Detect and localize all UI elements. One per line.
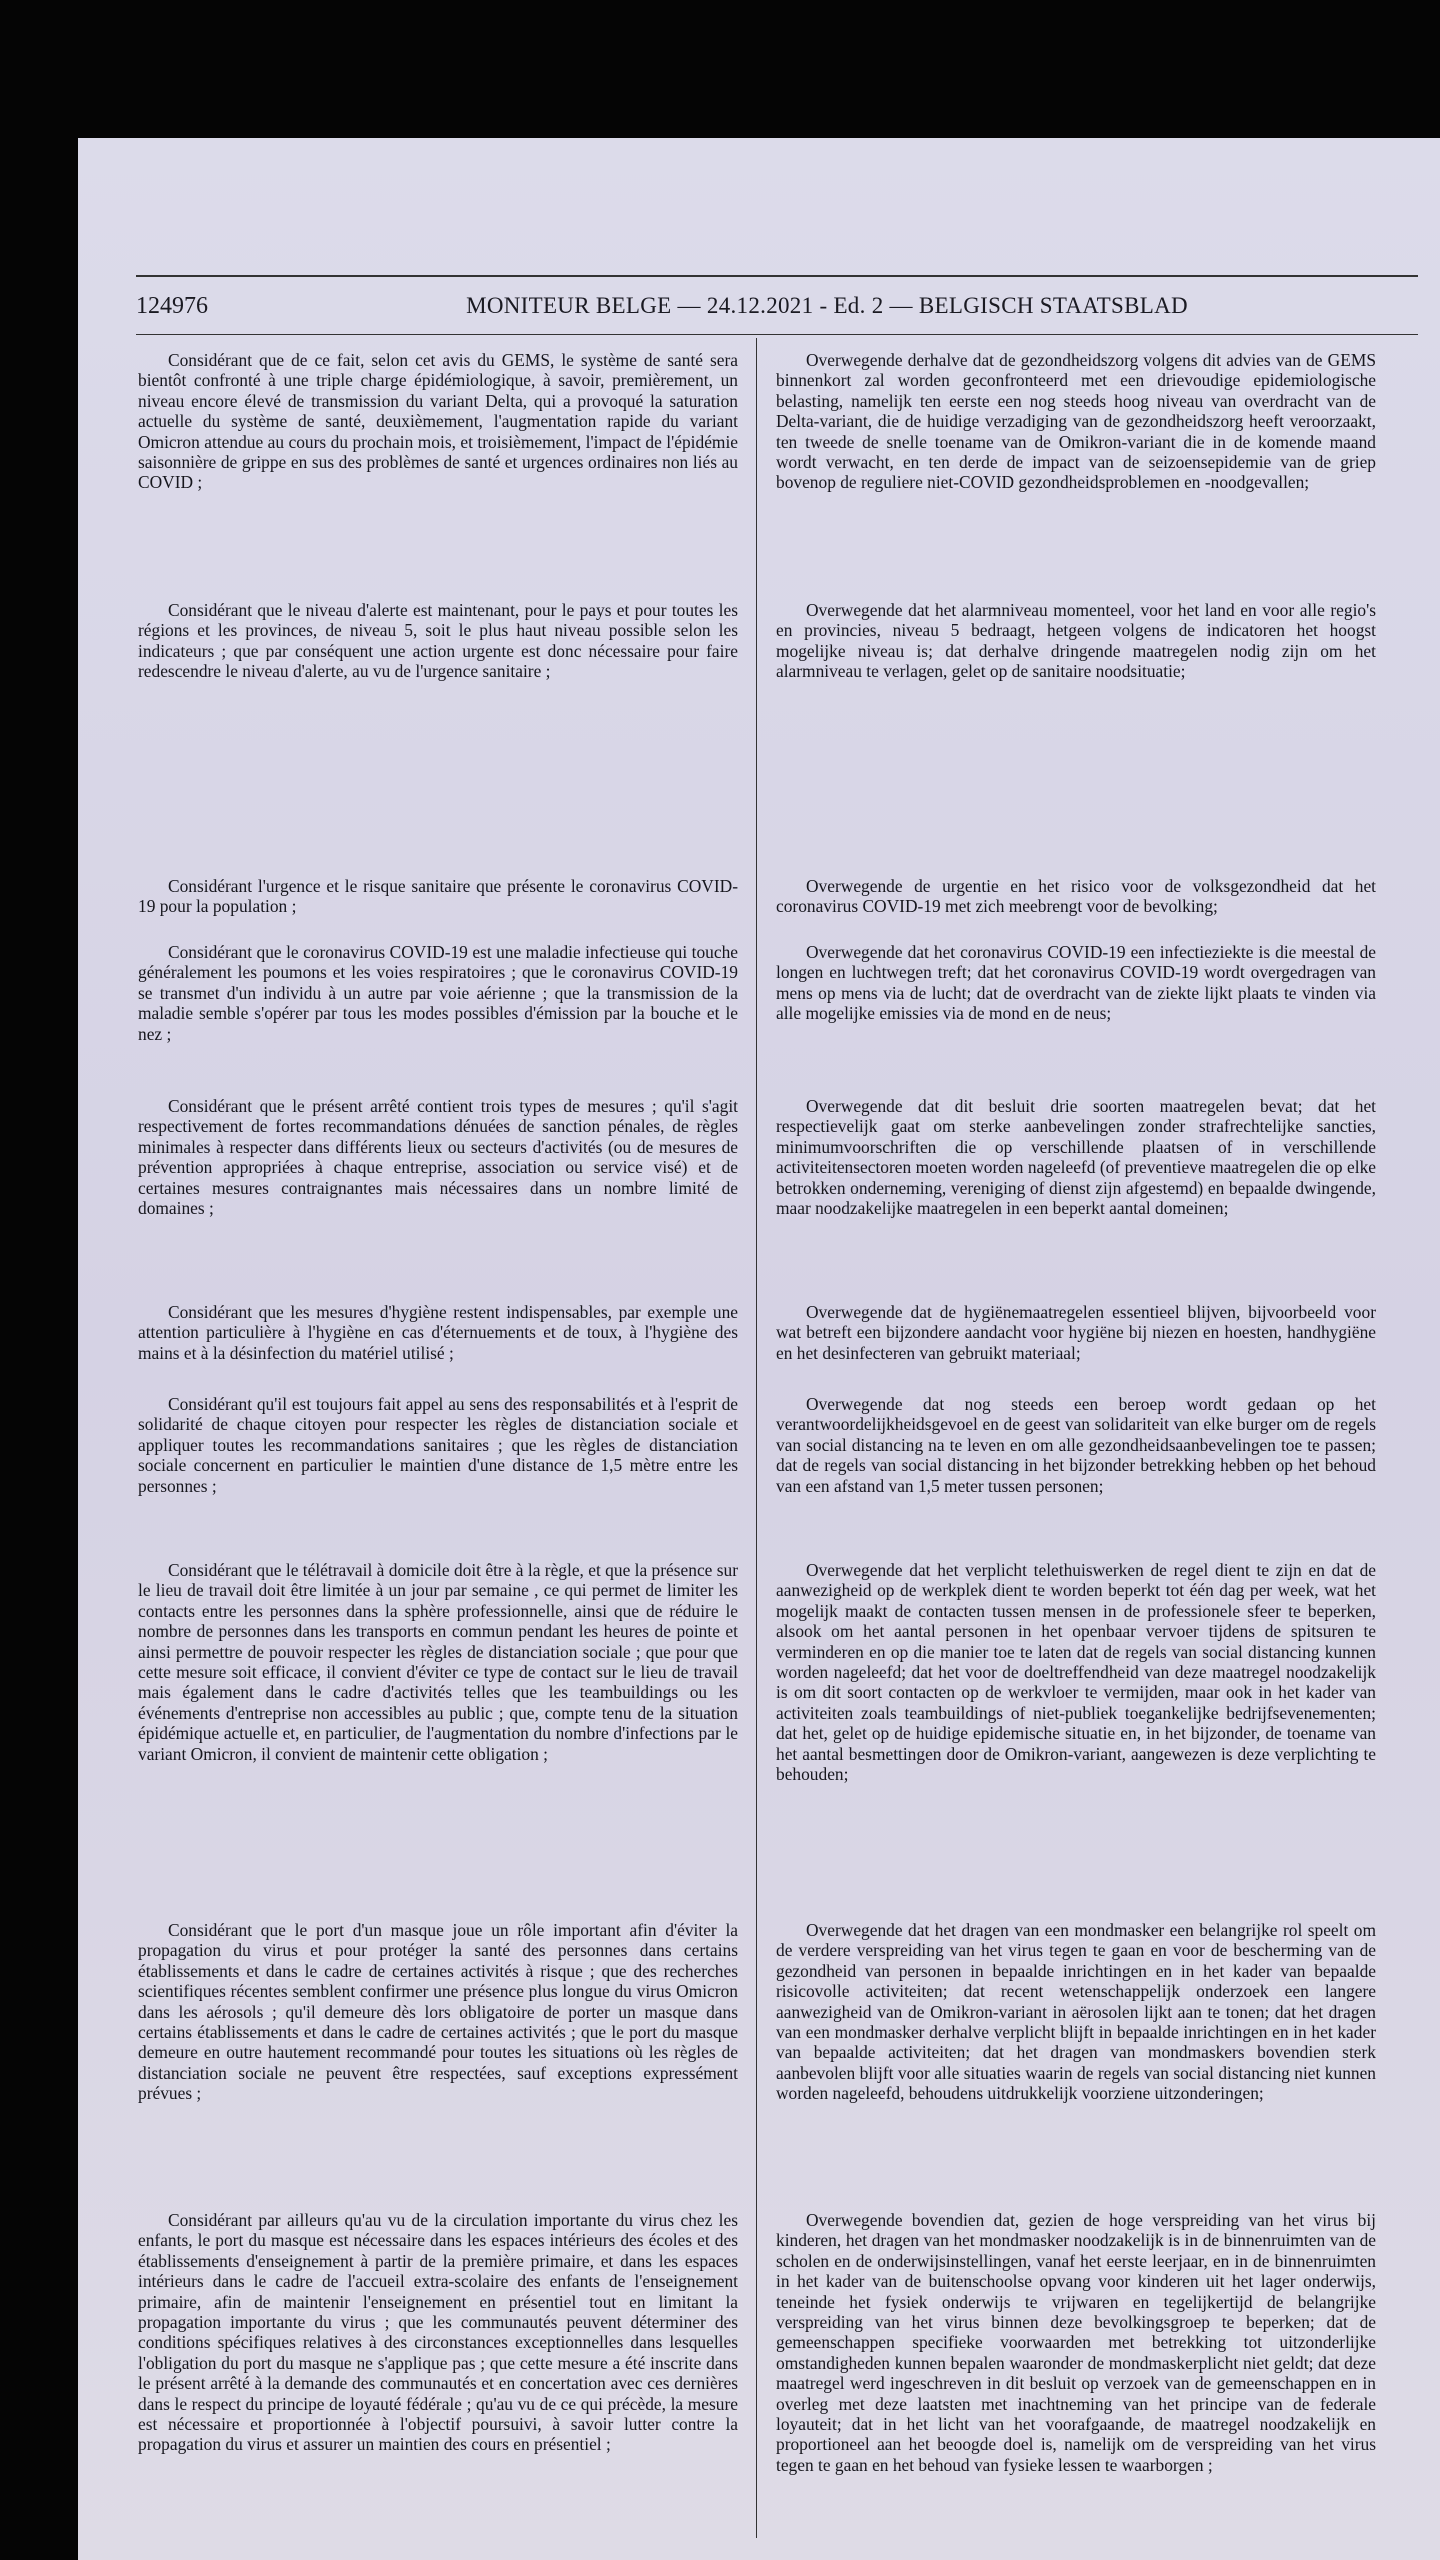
column-divider <box>756 338 757 2538</box>
paragraph-fr-3: Considérant l'urgence et le risque sanitaire que présente le coronavirus COVID-19 pour la population ; <box>138 876 738 917</box>
paragraph-nl-5: Overwegende dat dit besluit drie soorten maatregelen bevat; dat het respectievelijk gaat om sterke aanbevelingen zonder strafrechtelijke sancties, minimumvoorschriften die op verschillende plaatsen of in verschillende activiteitensectoren moeten worden nageleefd (of preventieve maatregelen die op elke betrokken onderneming, vereniging of dienst zijn afgestemd) en bepaalde dwingende, maar noodzakelijke maatregelen in een beperkt aantal domeinen; <box>776 1096 1376 1219</box>
journal-title: MONITEUR BELGE — 24.12.2021 - Ed. 2 — BELGISCH STAATSBLAD <box>466 293 1188 318</box>
paragraph-fr-10: Considérant par ailleurs qu'au vu de la circulation importante du virus chez les enfants, le port du masque est nécessaire dans les espaces intérieurs des écoles et des établissements d'enseignement à partir de la première primaire, et dans les espaces intérieurs dans le cadre de l'accueil extra-scolaire des enfants de l'enseignement primaire, afin de maintenir l'enseignement en présentiel tout en limitant la propagation importante du virus ; que les communautés peuvent déterminer des conditions spécifiques relatives à des circonstances exceptionnelles dans lesquelles l'obligation du port du masque ne s'applique pas ; que cette mesure a été inscrite dans le présent arrêté à la demande des communautés et en concertation avec ces dernières dans le respect du principe de loyauté fédérale ; qu'au vu de ce qui précède, la mesure est nécessaire et proportionnée à l'objectif poursuivi, à savoir lutter contre la propagation du virus et assurer un maintien des cours en présentiel ; <box>138 2210 738 2455</box>
paragraph-fr-5: Considérant que le présent arrêté contient trois types de mesures ; qu'il s'agit respectivement de fortes recommandations dénuées de sanction pénales, de règles minimales à respecter dans différents lieux ou secteurs d'activités (ou de mesures de prévention appropriées à chaque entreprise, association ou service visé) et de certaines mesures contraignantes mais nécessaires dans un nombre limité de domaines ; <box>138 1096 738 1219</box>
paragraph-nl-10: Overwegende bovendien dat, gezien de hoge verspreiding van het virus bij kinderen, het dragen van het mondmasker noodzakelijk is in de binnenruimten van de scholen en de onderwijsinstellingen, vanaf het eerste leerjaar, en in de binnenruimten in het kader van de buitenschoolse opvang voor kinderen uit het lager onderwijs, teneinde het fysiek onderwijs te vrijwaren en tegelijkertijd de belangrijke verspreiding van het virus binnen deze bevolkingsgroep te beperken; dat de gemeenschappen specifieke voorwaarden met betrekking tot uitzonderlijke omstandigheden kunnen bepalen waaronder de mondmaskerplicht niet geldt; dat deze maatregel werd ingeschreven in dit besluit op verzoek van de gemeenschappen en in overleg met deze laatsten met inachtneming van het principe van de federale loyauteit; dat in het licht van het voorafgaande, de maatregel noodzakelijk en proportioneel aan het beoogde doel is, namelijk om de verspreiding van het virus tegen te gaan en het behoud van fysieke lessen te waarborgen ; <box>776 2210 1376 2475</box>
paragraph-fr-4: Considérant que le coronavirus COVID-19 est une maladie infectieuse qui touche généralement les poumons et les voies respiratoires ; que le coronavirus COVID-19 se transmet d'un individu à un autre par voie aérienne ; que la transmission de la maladie semble s'opérer par tous les modes possibles d'émission par la bouche et le nez ; <box>138 942 738 1044</box>
paragraph-fr-2: Considérant que le niveau d'alerte est maintenant, pour le pays et pour toutes les régions et les provinces, de niveau 5, soit le plus haut niveau possible selon les indicateurs ; que par conséquent une action urgente est donc nécessaire pour faire redescendre le niveau d'alerte, au vu de l'urgence sanitaire ; <box>138 600 738 682</box>
paragraph-nl-4: Overwegende dat het coronavirus COVID-19 een infectieziekte is die meestal de longen en luchtwegen treft; dat het coronavirus COVID-19 wordt overgedragen van mens op mens via de lucht; dat de overdracht van de ziekte lijkt plaats te vinden via alle mogelijke emissies via de mond en de neus; <box>776 942 1376 1024</box>
header-rule-top <box>136 275 1418 277</box>
paragraph-fr-9: Considérant que le port d'un masque joue un rôle important afin d'éviter la propagation du virus et pour protéger la santé des personnes dans certains établissements et dans le cadre de certaines activités à risque ; que des recherches scientifiques récentes semblent confirmer une présence plus longue du virus Omicron dans les aérosols ; qu'il demeure dès lors obligatoire de porter un masque dans certains établissements et dans le cadre de certaines activités ; que le port du masque demeure en outre hautement recommandé pour toutes les situations où les règles de distanciation sociale ne peuvent être respectées, sauf exceptions expressément prévues ; <box>138 1920 738 2104</box>
paragraph-nl-9: Overwegende dat het dragen van een mondmasker een belangrijke rol speelt om de verdere verspreiding van het virus tegen te gaan en voor de bescherming van de gezondheid van personen in bepaalde inrichtingen en in het kader van bepaalde risicovolle activiteiten; dat recent wetenschappelijk onderzoek een langere aanwezigheid van de Omikron-variant in aërosolen lijkt aan te tonen; dat het dragen van een mondmasker derhalve verplicht blijft in bepaalde inrichtingen en in het kader van bepaalde activiteiten; dat het dragen van mondmaskers bovendien sterk aanbevolen blijft voor alle situaties waarin de regels van social distancing niet kunnen worden nageleefd, behoudens uitdrukkelijk voorziene uitzonderingen; <box>776 1920 1376 2104</box>
paragraph-fr-6: Considérant que les mesures d'hygiène restent indispensables, par exemple une attention particulière à l'hygiène en cas d'éternuements et de toux, à l'hygiène des mains et à la désinfection du matériel utilisé ; <box>138 1302 738 1363</box>
document-page <box>78 138 1440 2560</box>
paragraph-nl-1: Overwegende derhalve dat de gezondheidszorg volgens dit advies van de GEMS binnenkort zal worden geconfronteerd met een drievoudige epidemiologische belasting, namelijk ten eerste een nog steeds hoog niveau van overdracht van de Delta-variant, die de huidige verzadiging van de gezondheidszorg heeft veroorzaakt, ten tweede de snelle toename van de Omikron-variant die in de komende maand wordt verwacht, en ten derde de impact van de seizoensepidemie van de griep bovenop de reguliere niet-COVID gezondheidsproblemen en -noodgevallen; <box>776 350 1376 493</box>
paragraph-nl-8: Overwegende dat het verplicht telethuiswerken de regel dient te zijn en dat de aanwezigheid op de werkplek dient te worden beperkt tot één dag per week, wat het mogelijk maakt de contacten tussen mensen in de professionele sfeer te beperken, alsook om het aantal personen in het openbaar vervoer tijdens de spitsuren te verminderen en op die manier toe te laten dat de regels van social distancing kunnen worden nageleefd; dat het voor de doeltreffendheid van deze maatregel noodzakelijk is om dit soort contacten op de werkvloer te vermijden, maar ook in het kader van activiteiten zoals teambuildings of niet-publiek toegankelijke bedrijfsevenementen; dat het, gelet op de huidige epidemische situatie en, in het bijzonder, de toename van het aantal besmettingen door de Omikron-variant, aangewezen is deze verplichting te behouden; <box>776 1560 1376 1785</box>
paragraph-nl-7: Overwegende dat nog steeds een beroep wordt gedaan op het verantwoordelijkheidsgevoel en de geest van solidariteit van elke burger om de regels van social distancing na te leven en om alle gezondheidsaanbevelingen toe te passen; dat de regels van social distancing in het bijzonder betrekking hebben op het behoud van een afstand van 1,5 meter tussen personen; <box>776 1394 1376 1496</box>
paragraph-fr-7: Considérant qu'il est toujours fait appel au sens des responsabilités et à l'esprit de solidarité de chaque citoyen pour respecter les règles de distanciation sociale et appliquer toutes les recommandations sanitaires ; que les règles de distanciation sociale concernent en particulier le maintien d'une distance de 1,5 mètre entre les personnes ; <box>138 1394 738 1496</box>
paragraph-fr-1: Considérant que de ce fait, selon cet avis du GEMS, le système de santé sera bientôt confronté à une triple charge épidémiologique, à savoir, premièrement, un niveau encore élevé de transmission du variant Delta, qui a provoqué la saturation actuelle du système de santé, deuxièmement, l'augmentation rapide du variant Omicron attendue au cours du prochain mois, et troisièmement, l'impact de l'épidémie saisonnière de grippe en sus des problèmes de santé et urgences ordinaires non liés au COVID ; <box>138 350 738 493</box>
page-header <box>136 286 1418 326</box>
paragraph-nl-2: Overwegende dat het alarmniveau momenteel, voor het land en voor alle regio's en provincies, niveau 5 bedraagt, hetgeen volgens de indicatoren het hoogst mogelijke niveau is; dat derhalve dringende maatregelen nodig zijn om het alarmniveau te verlagen, gelet op de sanitaire noodsituatie; <box>776 600 1376 682</box>
paragraph-nl-3: Overwegende de urgentie en het risico voor de volksgezondheid dat het coronavirus COVID-19 met zich meebrengt voor de bevolking; <box>776 876 1376 917</box>
paragraph-nl-6: Overwegende dat de hygiënemaatregelen essentieel blijven, bijvoorbeeld voor wat betreft een bijzondere aandacht voor hygiëne bij niezen en hoesten, handhygiëne en het desinfecteren van gebruikt materiaal; <box>776 1302 1376 1363</box>
header-rule-bottom <box>136 334 1418 335</box>
page-number: 124976 <box>136 292 208 319</box>
paragraph-fr-8: Considérant que le télétravail à domicile doit être à la règle, et que la présence sur le lieu de travail doit être limitée à un jour par semaine , ce qui permet de limiter les contacts entre les personnes dans la sphère professionnelle, ainsi que de réduire le nombre de personnes dans les transports en commun pendant les heures de pointe et ainsi permettre de pouvoir respecter les règles de distanciation sociale ; que pour que cette mesure soit efficace, il convient d'éviter ce type de contact sur le lieu de travail mais également dans le cadre d'activités telles que les teambuildings ou les événements d'entreprise non accessibles au public ; que, compte tenu de la situation épidémique actuelle et, en particulier, de l'augmentation du nombre d'infections par le variant Omicron, il convient de maintenir cette obligation ; <box>138 1560 738 1764</box>
